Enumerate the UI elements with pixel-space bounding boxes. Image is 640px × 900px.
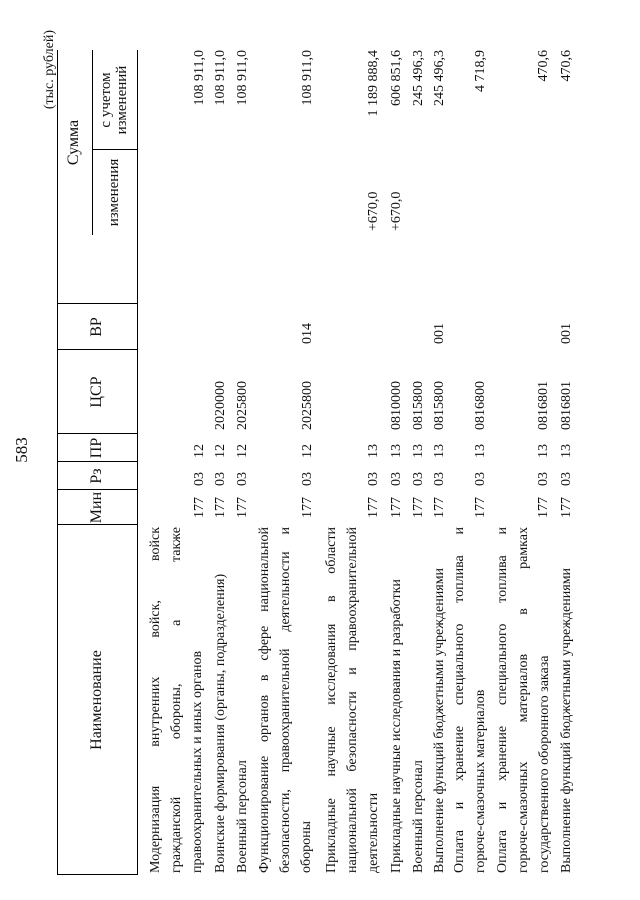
- cell-rz: 03: [559, 472, 574, 486]
- cell-min: 177: [192, 497, 207, 518]
- cell-rz: 03: [235, 472, 250, 486]
- cell-vr: 001: [432, 323, 447, 344]
- cell-min: 177: [300, 497, 315, 518]
- cell-csr: 0816800: [473, 381, 488, 430]
- header-sum: Сумма: [65, 119, 83, 166]
- cell-min: 177: [213, 497, 228, 518]
- cell-rz: 03: [300, 472, 315, 486]
- row-name: [210, 527, 231, 873]
- header-csr: ЦСР: [87, 376, 105, 408]
- cell-min: 177: [235, 497, 250, 518]
- row-name: [429, 527, 450, 873]
- cell-total: 108 911,0: [213, 50, 228, 106]
- row-name-line: Военный персонал: [411, 760, 426, 873]
- cell-total: 108 911,0: [235, 50, 250, 106]
- cell-pr: 12: [192, 444, 207, 458]
- cell-pr: 13: [559, 444, 574, 458]
- cell-total: 470,6: [536, 50, 551, 82]
- cell-total: 108 911,0: [300, 50, 315, 106]
- row-name-line: гражданской обороны, а также: [169, 527, 184, 873]
- cell-csr: 0816801: [559, 381, 574, 430]
- page-number: 583: [12, 437, 31, 463]
- cell-rz: 03: [389, 472, 404, 486]
- cell-total: 470,6: [559, 50, 574, 82]
- row-name-line: горюче-смазочных материалов: [473, 689, 488, 873]
- row-name-line: Функционирование органов в сфере национальной: [257, 527, 272, 873]
- header-pr: ПР: [87, 437, 105, 459]
- cell-rz: 03: [536, 472, 551, 486]
- row-name: [492, 527, 555, 873]
- cell-rz: 03: [213, 472, 228, 486]
- row-name: [449, 527, 491, 873]
- cell-pr: 13: [432, 444, 447, 458]
- cell-rz: 03: [411, 472, 426, 486]
- cell-csr: 2025800: [300, 381, 315, 430]
- header-name: Наименование: [87, 650, 105, 750]
- cell-pr: 13: [389, 444, 404, 458]
- cell-min: 177: [473, 497, 488, 518]
- row-name-line: Оплата и хранение специального топлива и: [495, 527, 510, 873]
- cell-change: +670,0: [366, 191, 381, 231]
- row-name-line: безопасности, правоохранительной деятельности и: [278, 527, 293, 873]
- row-name: [386, 527, 407, 873]
- row-name-line: Оплата и хранение специального топлива и: [452, 527, 467, 873]
- row-name-line: национальной безопасности и правоохранительной: [345, 527, 360, 873]
- cell-min: 177: [366, 497, 381, 518]
- cell-pr: 13: [536, 444, 551, 458]
- cell-min: 177: [432, 497, 447, 518]
- cell-pr: 12: [213, 444, 228, 458]
- row-name-line: правоохранительных и иных органов: [190, 650, 205, 873]
- row-name: [321, 527, 384, 873]
- header-with-changes: с учетом изменений: [97, 65, 130, 135]
- cell-pr: 13: [411, 444, 426, 458]
- cell-vr: 014: [300, 323, 315, 344]
- row-name-line: Прикладные научные исследования и разработки: [389, 579, 404, 873]
- row-name: [408, 527, 429, 873]
- cell-pr: 13: [473, 444, 488, 458]
- cell-rz: 03: [192, 472, 207, 486]
- cell-csr: 0816801: [536, 381, 551, 430]
- cell-rz: 03: [432, 472, 447, 486]
- cell-rz: 03: [366, 472, 381, 486]
- cell-total: 606 851,6: [389, 50, 404, 106]
- cell-total: 1 189 888,4: [366, 50, 381, 117]
- units-note: (тыс. рублей): [42, 30, 57, 110]
- row-name-line: государственного оборонного заказа: [537, 655, 552, 873]
- cell-total: 4 718,9: [473, 50, 488, 92]
- cell-pr: 12: [300, 444, 315, 458]
- cell-min: 177: [559, 497, 574, 518]
- cell-csr: 2020000: [213, 381, 228, 430]
- cell-min: 177: [411, 497, 426, 518]
- row-name-line: Прикладные научные исследования в области: [324, 527, 339, 873]
- row-name-line: Воинские формирования (органы, подразделения): [213, 573, 228, 873]
- cell-csr: 0815800: [411, 381, 426, 430]
- header-bottom-line: [137, 50, 138, 875]
- header-rz: Рз: [87, 468, 105, 484]
- cell-min: 177: [389, 497, 404, 518]
- row-name-line: горюче-смазочных материалов в рамках: [516, 527, 531, 873]
- cell-rz: 03: [473, 472, 488, 486]
- row-name-line: Модернизация внутренних войск, войск: [148, 527, 163, 873]
- header-min: Мин: [87, 491, 105, 524]
- cell-total: 108 911,0: [192, 50, 207, 106]
- row-name-line: Военный персонал: [235, 760, 250, 873]
- row-name-line: обороны: [299, 820, 314, 873]
- cell-vr: 001: [559, 323, 574, 344]
- cell-total: 245 496,3: [411, 50, 426, 106]
- row-name: [556, 527, 577, 873]
- cell-csr: 2025800: [235, 381, 250, 430]
- budget-table: [57, 50, 574, 875]
- cell-pr: 13: [366, 444, 381, 458]
- cell-pr: 12: [235, 444, 250, 458]
- cell-total: 245 496,3: [432, 50, 447, 106]
- header-vr: ВР: [87, 317, 105, 337]
- cell-csr: 0810000: [389, 381, 404, 430]
- cell-csr: 0815800: [432, 381, 447, 430]
- header-change: изменения: [105, 158, 122, 227]
- row-name: [232, 527, 253, 873]
- row-name-line: Выполнение функций бюджетными учреждениями: [559, 567, 574, 873]
- cell-change: +670,0: [389, 191, 404, 231]
- cell-min: 177: [536, 497, 551, 518]
- row-name: [254, 527, 317, 873]
- row-name-line: Выполнение функций бюджетными учреждениями: [432, 567, 447, 873]
- row-name-line: деятельности: [366, 792, 381, 873]
- row-name: [145, 527, 208, 873]
